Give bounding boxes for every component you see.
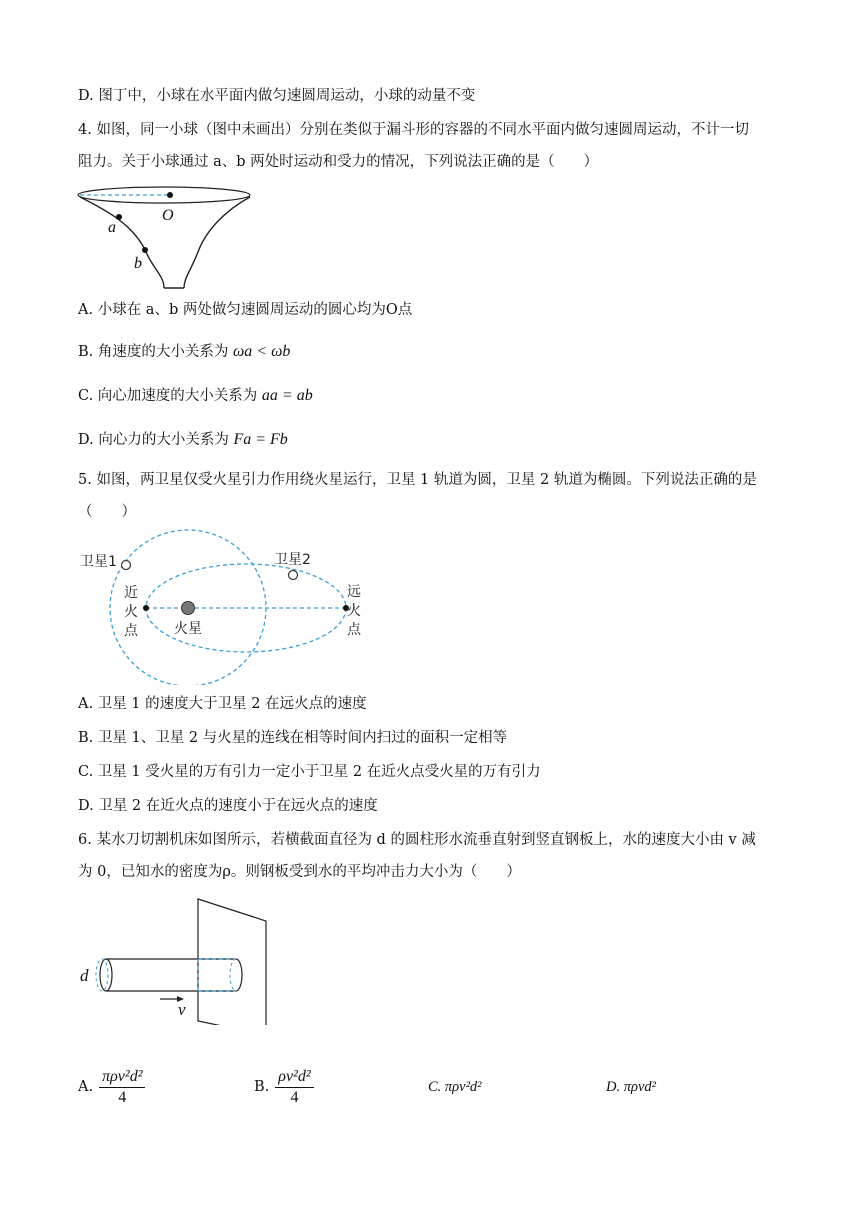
- q6-option-b-numerator: ρv²d²: [275, 1068, 313, 1088]
- q6-option-b-fraction: [275, 1068, 313, 1107]
- waterjet-figure: [76, 895, 276, 1025]
- label-perihelion-1: 近: [124, 585, 138, 601]
- q4-option-c-math: aa = ab: [261, 387, 313, 404]
- q3-option-d: D. 图丁中，小球在水平面内做匀速圆周运动，小球的动量不变: [78, 88, 476, 104]
- q6-option-d-text: D. πρvd²: [606, 1078, 656, 1095]
- mars-body: [182, 602, 195, 615]
- q4-option-d-text: D. 向心力的大小关系为: [78, 432, 229, 448]
- q5-option-b: B. 卫星 1、卫星 2 与火星的连线在相等时间内扫过的面积一定相等: [78, 730, 508, 746]
- funnel-right-wall: [184, 197, 250, 288]
- q4-option-b: [78, 342, 290, 362]
- perihelion-point: [143, 605, 149, 611]
- q4-stem-line2: 阻力。关于小球通过 a、b 两处时运动和受力的情况，下列说法正确的是（ ）: [78, 154, 599, 170]
- q5-stem-line1: 5. 如图，两卫星仅受火星引力作用绕火星运行，卫星 1 轨道为圆，卫星 2 轨道为椭圆。下列说法正确的是: [78, 472, 757, 488]
- q6-option-a-label: A.: [78, 1079, 94, 1095]
- point-a: [116, 214, 122, 220]
- q4-option-a: A. 小球在 a、b 两处做匀速圆周运动的圆心均为O点: [78, 302, 413, 318]
- q6-option-c: [428, 1062, 482, 1112]
- label-b: b: [134, 255, 142, 272]
- funnel-figure: [76, 180, 256, 292]
- center-point-O: [167, 192, 173, 198]
- q5-stem-line2: （ ）: [78, 504, 136, 520]
- q4-option-d-math: Fa = Fb: [233, 431, 288, 448]
- q5-option-d: D. 卫星 2 在近火点的速度小于在远火点的速度: [78, 798, 378, 814]
- q6-option-d: [606, 1062, 656, 1112]
- q4-option-b-math: ωa < ωb: [232, 343, 291, 360]
- satellite1-marker: [122, 561, 131, 570]
- label-O: O: [162, 207, 174, 224]
- label-satellite1: 卫星1: [80, 554, 117, 570]
- q6-option-a-fraction: [99, 1068, 145, 1107]
- label-d: d: [80, 966, 89, 985]
- label-perihelion-2: 火: [124, 604, 138, 620]
- q6-option-c-text: C. πρv²d²: [428, 1078, 482, 1095]
- q4-option-c: [78, 386, 313, 406]
- jet-exit-dashed: [230, 959, 236, 991]
- q6-option-b: [254, 1062, 314, 1112]
- jet-exit-end: [236, 959, 242, 991]
- steel-plate: [198, 899, 266, 1025]
- q4-option-d: [78, 430, 288, 450]
- q6-stem-line1: 6. 某水刀切割机床如图所示，若横截面直径为 d 的圆柱形水流垂直射到竖直钢板上，水的速度大小由 v 减: [78, 832, 756, 848]
- q4-option-c-text: C. 向心加速度的大小关系为: [78, 388, 258, 404]
- funnel-left-wall: [80, 197, 164, 288]
- label-aphelion-2: 火: [347, 603, 361, 619]
- q6-option-b-label: B.: [254, 1079, 270, 1095]
- q6-option-a: [78, 1062, 145, 1112]
- q6-option-a-denominator: 4: [118, 1088, 127, 1106]
- label-perihelion-3: 点: [124, 623, 138, 639]
- label-mars: 火星: [174, 621, 202, 637]
- q6-option-a-numerator: πρv²d²: [99, 1068, 145, 1088]
- point-b: [142, 247, 148, 253]
- q5-option-a: A. 卫星 1 的速度大于卫星 2 在远火点的速度: [78, 696, 367, 712]
- q5-option-c: C. 卫星 1 受火星的万有引力一定小于卫星 2 在近火点受火星的万有引力: [78, 764, 541, 780]
- satellite2-marker: [289, 571, 298, 580]
- label-aphelion-3: 点: [347, 622, 361, 638]
- q4-option-b-text: B. 角速度的大小关系为: [78, 344, 229, 360]
- label-v: v: [178, 1000, 186, 1019]
- q4-stem-line1: 4. 如图，同一小球（图中未画出）分别在类似于漏斗形的容器的不同水平面内做匀速圆周运动，不计一切: [78, 122, 749, 138]
- q6-option-b-denominator: 4: [290, 1088, 299, 1106]
- label-satellite2: 卫星2: [274, 552, 311, 568]
- orbit-figure: [76, 525, 376, 685]
- label-a: a: [108, 219, 116, 236]
- q6-stem-line2: 为 0，已知水的密度为ρ。则钢板受到水的平均冲击力大小为（ ）: [78, 864, 521, 880]
- label-aphelion-1: 远: [347, 584, 361, 600]
